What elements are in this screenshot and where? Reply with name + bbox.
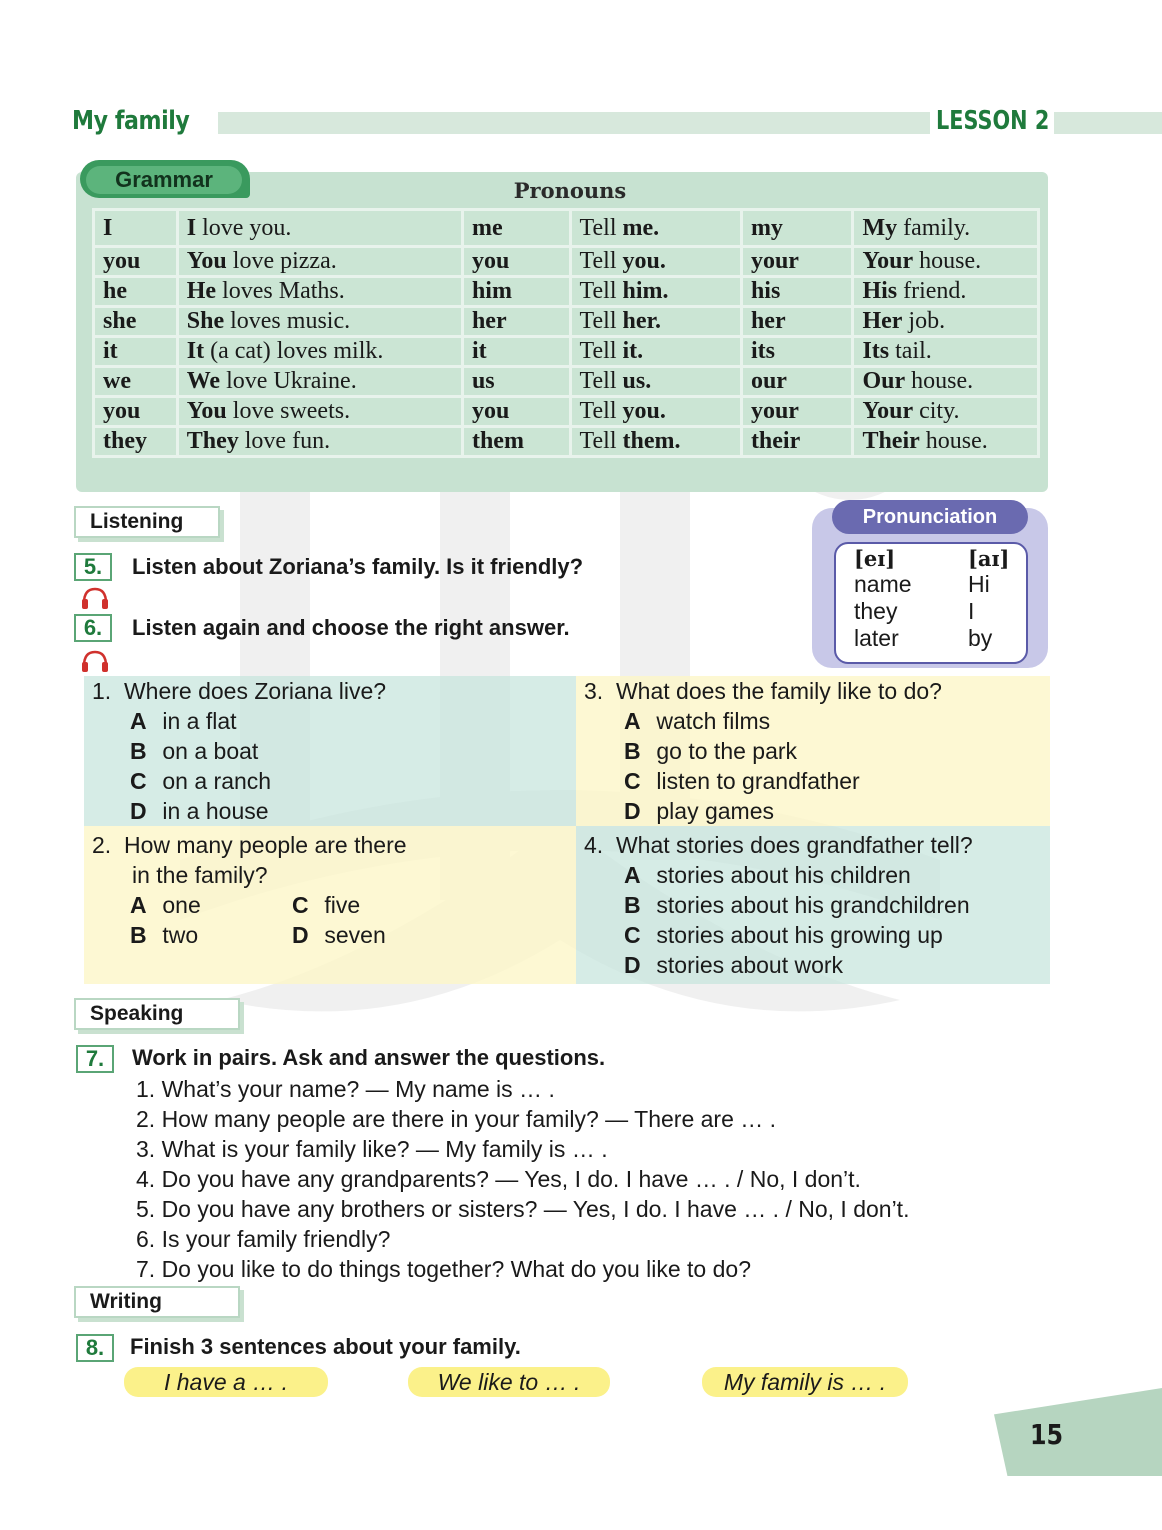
table-cell bbox=[462, 277, 570, 307]
question-3: 3. What does the family like to do? bbox=[584, 678, 942, 704]
pronoun: her bbox=[750, 308, 786, 334]
pronoun: my bbox=[750, 214, 783, 241]
pronoun: them bbox=[471, 428, 524, 454]
table-cell bbox=[177, 210, 462, 247]
page-number: 15 bbox=[1030, 1418, 1064, 1451]
answer-option[interactable]: B on a boat bbox=[130, 738, 259, 764]
exercise-7-instruction: Work in pairs. Ask and answer the questions. bbox=[132, 1045, 606, 1070]
table-cell bbox=[94, 277, 178, 307]
question-2: 2. How many people are there bbox=[92, 832, 407, 858]
pronoun: You bbox=[186, 398, 227, 424]
table-cell bbox=[570, 397, 741, 427]
table-cell bbox=[741, 277, 853, 307]
pronoun: our bbox=[750, 368, 787, 394]
word: Hi bbox=[968, 571, 990, 597]
table-cell bbox=[462, 337, 570, 367]
pronoun: I bbox=[186, 214, 197, 241]
pronoun: we bbox=[103, 368, 131, 394]
table-cell bbox=[462, 247, 570, 277]
table-cell bbox=[94, 337, 178, 367]
answer-option[interactable]: B go to the park bbox=[624, 738, 798, 764]
answer-option[interactable]: A one bbox=[130, 892, 201, 918]
pronoun: your bbox=[750, 398, 799, 424]
table-cell bbox=[177, 427, 462, 457]
pronoun: he bbox=[103, 278, 127, 304]
pronoun: His bbox=[862, 278, 898, 304]
exercise-6-instruction: Listen again and choose the right answer. bbox=[132, 615, 570, 640]
example-text: love pizza. bbox=[226, 248, 337, 274]
pronoun: its bbox=[750, 338, 775, 364]
headphones-icon[interactable] bbox=[80, 650, 110, 672]
pronoun: her bbox=[471, 308, 507, 334]
pronoun: you bbox=[103, 398, 141, 424]
pronoun: them. bbox=[622, 428, 681, 454]
sentence-prompt[interactable]: I have a … . bbox=[124, 1367, 328, 1397]
table-cell bbox=[853, 307, 1039, 337]
table-cell bbox=[570, 247, 741, 277]
speaking-questions bbox=[136, 1074, 909, 1284]
header-bar-right bbox=[1054, 112, 1162, 134]
table-cell bbox=[177, 337, 462, 367]
example-text: house. bbox=[905, 368, 974, 394]
list-item: 3. What is your family like? — My family is … . bbox=[136, 1136, 608, 1162]
table-cell bbox=[462, 427, 570, 457]
pronoun: him. bbox=[622, 278, 669, 304]
pronoun: his bbox=[750, 278, 781, 304]
pronoun: you. bbox=[622, 398, 666, 424]
table-cell bbox=[853, 427, 1039, 457]
grammar-tab: Grammar bbox=[86, 166, 242, 194]
table-cell bbox=[853, 367, 1039, 397]
exercise-5-instruction: Listen about Zoriana’s family. Is it friendly? bbox=[132, 554, 584, 579]
example-text: tail. bbox=[889, 338, 932, 364]
exercise-8-instruction: Finish 3 sentences about your family. bbox=[130, 1334, 521, 1359]
example-text: Tell bbox=[579, 278, 623, 304]
table-cell bbox=[741, 307, 853, 337]
pronoun: Their bbox=[862, 428, 920, 454]
pronoun: they bbox=[103, 428, 147, 454]
word: by bbox=[968, 625, 993, 651]
pronoun: They bbox=[186, 428, 239, 454]
question-1: 1. Where does Zoriana live? bbox=[92, 678, 387, 704]
question-2-continued: in the family? bbox=[132, 862, 268, 888]
exercise-5-number: 5. bbox=[74, 553, 112, 581]
pronoun: We bbox=[186, 368, 221, 394]
page-number-tab bbox=[994, 1388, 1162, 1476]
writing-tag: Writing bbox=[74, 1286, 240, 1318]
answer-option[interactable]: C stories about his growing up bbox=[624, 922, 943, 948]
pronoun: me bbox=[471, 214, 503, 241]
table-cell bbox=[177, 367, 462, 397]
pronoun: you bbox=[471, 398, 510, 424]
list-item: 7. Do you like to do things together? What do you like to do? bbox=[136, 1256, 751, 1282]
pronoun: you bbox=[471, 248, 510, 274]
table-cell bbox=[853, 210, 1039, 247]
example-text: loves music. bbox=[224, 308, 351, 334]
headphones-icon[interactable] bbox=[80, 587, 110, 609]
table-cell bbox=[570, 210, 741, 247]
example-text: Tell bbox=[579, 214, 623, 241]
example-text: love sweets. bbox=[226, 398, 351, 424]
list-item: 2. How many people are there in your family? — There are … . bbox=[136, 1106, 777, 1132]
phoneme-ai: [aɪ] bbox=[968, 546, 1010, 571]
pronoun: Our bbox=[862, 368, 906, 394]
example-text: love you. bbox=[196, 214, 292, 241]
pronoun: I bbox=[103, 214, 113, 241]
example-text: friend. bbox=[897, 278, 967, 304]
answer-option[interactable]: D stories about work bbox=[624, 952, 844, 978]
table-cell bbox=[94, 367, 178, 397]
lesson-label: LESSON 2 bbox=[936, 106, 1050, 136]
example-text: love Ukraine. bbox=[220, 368, 357, 394]
word: they bbox=[854, 598, 898, 624]
pronunciation-col-ei bbox=[854, 546, 954, 652]
table-cell bbox=[177, 247, 462, 277]
answer-option[interactable]: C on a ranch bbox=[130, 768, 272, 794]
table-cell bbox=[462, 397, 570, 427]
table-row bbox=[94, 277, 1039, 307]
example-text: Tell bbox=[579, 398, 623, 424]
table-cell bbox=[570, 277, 741, 307]
listening-tag: Listening bbox=[74, 506, 220, 538]
table-row bbox=[94, 427, 1039, 457]
table-row bbox=[94, 337, 1039, 367]
table-cell bbox=[462, 210, 570, 247]
table-cell bbox=[462, 307, 570, 337]
pronoun: He bbox=[186, 278, 217, 304]
speaking-tag: Speaking bbox=[74, 998, 240, 1030]
table-cell bbox=[570, 427, 741, 457]
pronoun: It bbox=[186, 338, 205, 364]
example-text: Tell bbox=[579, 248, 623, 274]
table-cell bbox=[570, 337, 741, 367]
word: later bbox=[854, 625, 899, 651]
pronoun: Your bbox=[862, 398, 914, 424]
answer-option[interactable]: D in a house bbox=[130, 798, 269, 824]
table-cell bbox=[177, 307, 462, 337]
table-cell bbox=[462, 367, 570, 397]
example-text: love fun. bbox=[238, 428, 331, 454]
pronoun: it. bbox=[622, 338, 644, 364]
header-bar bbox=[218, 112, 930, 134]
table-cell bbox=[94, 210, 178, 247]
pronoun: it bbox=[471, 338, 487, 364]
list-item: 5. Do you have any brothers or sisters? — Yes, I do. I have … . / No, I don’t. bbox=[136, 1196, 910, 1222]
table-row bbox=[94, 307, 1039, 337]
table-cell bbox=[741, 247, 853, 277]
table-row bbox=[94, 367, 1039, 397]
table-cell bbox=[741, 397, 853, 427]
pronoun: their bbox=[750, 428, 801, 454]
table-cell bbox=[177, 277, 462, 307]
pronoun: us bbox=[471, 368, 495, 394]
example-text: house. bbox=[919, 428, 988, 454]
sentence-prompt[interactable]: We like to … . bbox=[408, 1367, 610, 1397]
exercise-6-number: 6. bbox=[74, 614, 112, 642]
exercise-7-number: 7. bbox=[76, 1045, 114, 1073]
table-cell bbox=[741, 427, 853, 457]
table-row bbox=[94, 210, 1039, 247]
table-cell bbox=[853, 397, 1039, 427]
table-cell bbox=[741, 337, 853, 367]
list-item: 1. What’s your name? — My name is … . bbox=[136, 1076, 555, 1102]
table-cell bbox=[94, 307, 178, 337]
question-4: 4. What stories does grandfather tell? bbox=[584, 832, 973, 858]
table-cell bbox=[853, 247, 1039, 277]
pronoun: her. bbox=[622, 308, 661, 334]
sentence-prompt[interactable]: My family is … . bbox=[702, 1367, 908, 1397]
list-item: 6. Is your family friendly? bbox=[136, 1226, 391, 1252]
pronouns-table bbox=[92, 208, 1040, 458]
pronoun: Her bbox=[862, 308, 903, 334]
pronoun: You bbox=[186, 248, 227, 274]
example-text: house. bbox=[913, 248, 982, 274]
answer-option[interactable]: D seven bbox=[292, 922, 386, 948]
example-text: Tell bbox=[579, 308, 623, 334]
example-text: job. bbox=[902, 308, 946, 334]
answer-option[interactable]: B two bbox=[130, 922, 199, 948]
example-text: loves Maths. bbox=[216, 278, 345, 304]
list-item: 4. Do you have any grandparents? — Yes, I do. I have … . / No, I don’t. bbox=[136, 1166, 861, 1192]
answer-option[interactable]: A watch films bbox=[624, 708, 771, 734]
page-title: My family bbox=[72, 106, 190, 136]
pronouns-title: Pronouns bbox=[513, 178, 627, 203]
answer-option[interactable]: A stories about his children bbox=[624, 862, 911, 888]
answer-option[interactable]: B stories about his grandchildren bbox=[624, 892, 970, 918]
table-cell bbox=[94, 427, 178, 457]
pronoun: me. bbox=[622, 214, 660, 241]
pronoun: Your bbox=[862, 248, 914, 274]
table-cell bbox=[853, 337, 1039, 367]
example-text: city. bbox=[913, 398, 960, 424]
word: name bbox=[854, 571, 912, 597]
answer-option[interactable]: A in a flat bbox=[130, 708, 237, 734]
pronoun: you. bbox=[622, 248, 666, 274]
pronunciation-tab: Pronunciation bbox=[832, 500, 1028, 534]
pronoun: your bbox=[750, 248, 799, 274]
example-text: (a cat) loves milk. bbox=[204, 338, 384, 364]
pronoun: she bbox=[103, 308, 137, 334]
pronoun: you bbox=[103, 248, 141, 274]
table-cell bbox=[853, 277, 1039, 307]
answer-option[interactable]: C five bbox=[292, 892, 361, 918]
pronoun: Its bbox=[862, 338, 890, 364]
phoneme-ei: [eɪ] bbox=[854, 546, 896, 571]
answer-option[interactable]: C listen to grandfather bbox=[624, 768, 860, 794]
table-cell bbox=[94, 397, 178, 427]
example-text: family. bbox=[897, 214, 971, 241]
table-cell bbox=[177, 397, 462, 427]
table-cell bbox=[570, 307, 741, 337]
example-text: Tell bbox=[579, 368, 623, 394]
table-cell bbox=[741, 210, 853, 247]
pronoun: us. bbox=[622, 368, 652, 394]
pronoun: She bbox=[186, 308, 225, 334]
table-row bbox=[94, 247, 1039, 277]
pronoun: it bbox=[103, 338, 118, 364]
example-text: Tell bbox=[579, 338, 623, 364]
pronoun: My bbox=[862, 214, 898, 241]
exercise-8-number: 8. bbox=[76, 1334, 114, 1362]
answer-option[interactable]: D play games bbox=[624, 798, 775, 824]
pronoun: him bbox=[471, 278, 512, 304]
table-cell bbox=[570, 367, 741, 397]
pronunciation-col-ai bbox=[968, 546, 1024, 652]
table-cell bbox=[741, 367, 853, 397]
table-row bbox=[94, 397, 1039, 427]
example-text: Tell bbox=[579, 428, 623, 454]
word: I bbox=[968, 598, 975, 624]
table-cell bbox=[94, 247, 178, 277]
